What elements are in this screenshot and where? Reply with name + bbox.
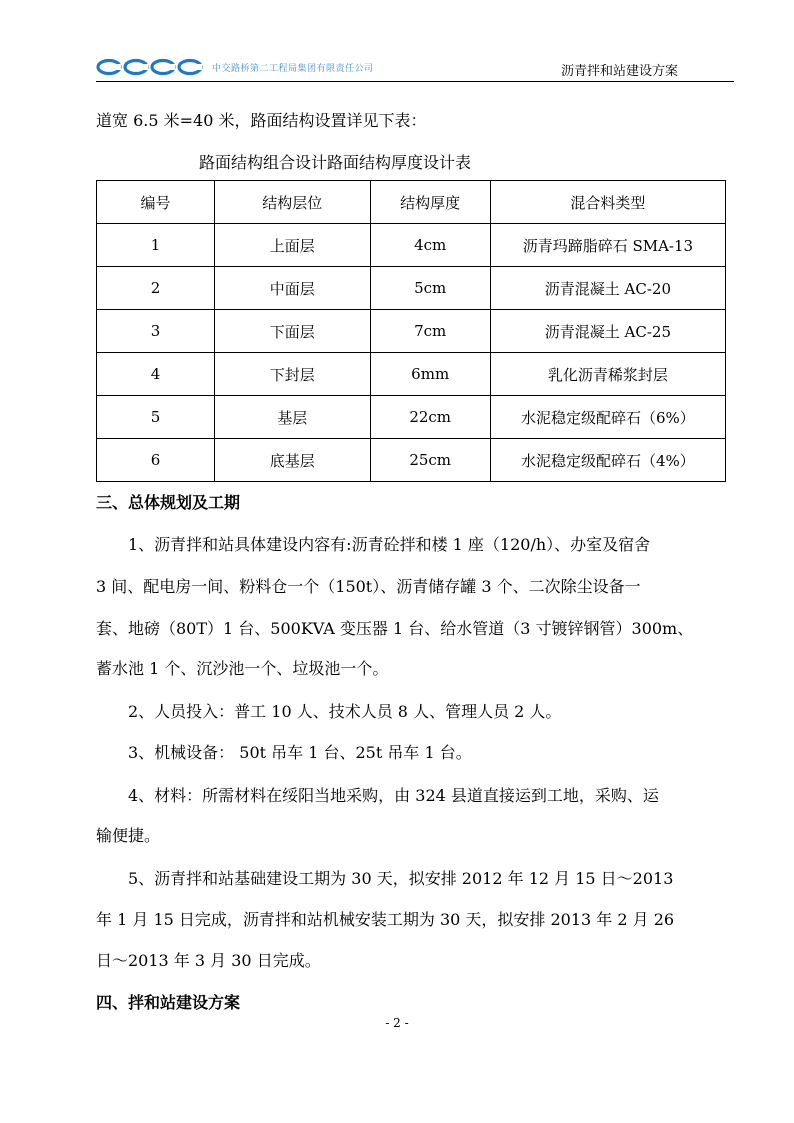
table-cell: 7cm (370, 310, 490, 353)
table-cell: 水泥稳定级配碎石（6%） (490, 396, 725, 439)
table-cell: 下面层 (214, 310, 370, 353)
table-caption: 路面结构组合设计路面结构厚度设计表 (199, 153, 472, 172)
section-heading-construction: 四、拌和站建设方案 (96, 993, 241, 1012)
table-cell: 基层 (214, 396, 370, 439)
paragraph-line: 蓄水池 1 个、沉沙池一个、垃圾池一个。 (96, 659, 389, 678)
column-header-mixture: 混合料类型 (490, 181, 725, 224)
table-cell: 下封层 (214, 353, 370, 396)
table-cell: 6 (97, 439, 215, 482)
column-header-layer: 结构层位 (214, 181, 370, 224)
paragraph-line: 套、地磅（80T）1 台、500KVA 变压器 1 台、给水管道（3 寸镀锌钢管）300m、 (96, 619, 694, 638)
logo-company-name: 中交路桥第二工程局集团有限责任公司 (212, 63, 374, 74)
table-cell: 3 (97, 310, 215, 353)
paragraph-line: 5、沥青拌和站基础建设工期为 30 天，拟安排 2012 年 12 月 15 日～2013 (128, 869, 674, 888)
paragraph-line: 3、机械设备： 50t 吊车 1 台、25t 吊车 1 台。 (128, 743, 472, 762)
page-header (96, 56, 734, 82)
table-row (97, 396, 726, 439)
table-cell: 乳化沥青稀浆封层 (490, 353, 725, 396)
document-title: 沥青拌和站建设方案 (560, 64, 678, 79)
table-cell: 4 (97, 353, 215, 396)
table-cell: 沥青混凝土 AC-25 (490, 310, 725, 353)
intro-line: 道宽 6.5 米=40 米，路面结构设置详见下表： (96, 111, 427, 130)
cccc-logo-mark (96, 57, 208, 77)
table-cell: 5 (97, 396, 215, 439)
table-row (97, 224, 726, 267)
column-header-number: 编号 (97, 181, 215, 224)
table-row (97, 353, 726, 396)
table-cell: 6mm (370, 353, 490, 396)
table-cell: 5cm (370, 267, 490, 310)
table-cell: 水泥稳定级配碎石（4%） (490, 439, 725, 482)
table-cell: 22cm (370, 396, 490, 439)
column-header-thickness: 结构厚度 (370, 181, 490, 224)
table-row (97, 439, 726, 482)
company-logo (96, 56, 426, 78)
table-cell: 2 (97, 267, 215, 310)
header-divider (96, 81, 734, 82)
table-cell: 上面层 (214, 224, 370, 267)
page-number: - 2 - (385, 1016, 409, 1030)
section-heading-planning: 三、总体规划及工期 (96, 493, 241, 512)
table-row (97, 310, 726, 353)
table-cell: 1 (97, 224, 215, 267)
table-cell: 4cm (370, 224, 490, 267)
paragraph-line: 3 间、配电房一间、粉料仓一个（150t）、沥青储存罐 3 个、二次除尘设备一 (96, 577, 641, 596)
paragraph-line: 2、人员投入：普工 10 人、技术人员 8 人、管理人员 2 人。 (128, 702, 562, 721)
paragraph-line: 年 1 月 15 日完成，沥青拌和站机械安装工期为 30 天，拟安排 2013 年 2 月 26 (96, 910, 675, 929)
paragraph-line: 输便捷。 (96, 826, 161, 845)
table-cell: 沥青玛蹄脂碎石 SMA-13 (490, 224, 725, 267)
table-cell: 25cm (370, 439, 490, 482)
paragraph-line: 日～2013 年 3 月 30 日完成。 (96, 951, 321, 970)
pavement-structure-table (96, 180, 726, 482)
paragraph-line: 1、沥青拌和站具体建设内容有:沥青砼拌和楼 1 座（120/h）、办室及宿舍 (128, 535, 651, 554)
table-row (97, 267, 726, 310)
table-cell: 沥青混凝土 AC-20 (490, 267, 725, 310)
table-cell: 底基层 (214, 439, 370, 482)
table-cell: 中面层 (214, 267, 370, 310)
paragraph-line: 4、材料：所需材料在绥阳当地采购，由 324 县道直接运到工地，采购、运 (128, 786, 659, 805)
table-header-row (97, 181, 726, 224)
